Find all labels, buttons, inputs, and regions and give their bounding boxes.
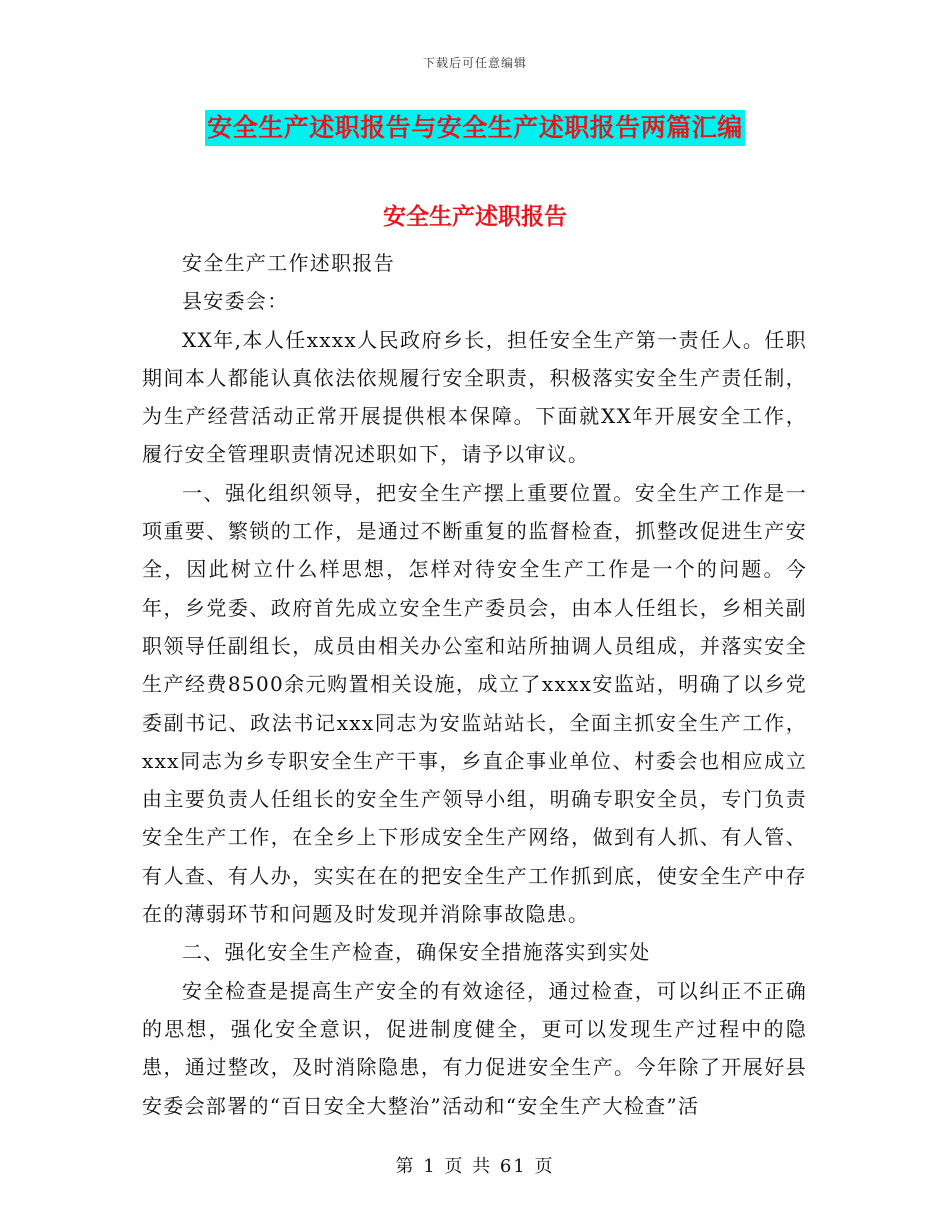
page-number-footer: 第 1 页 共 61 页 <box>395 1156 555 1177</box>
paragraph-intro: XX年,本人任xxxx人民政府乡长，担任安全生产第一责任人。任职期间本人都能认真依法依规履行安全职责，积极落实安全生产责任制，为生产经营活动正常开展提供根本保障。下面就XX年开展安全工作，履行安全管理职责情况述职如下，请予以审议。 <box>142 327 807 467</box>
paragraph-section-two-heading: 二、强化安全生产检查，确保安全措施落实到实处 <box>182 940 651 965</box>
section-title: 安全生产述职报告 <box>383 203 567 230</box>
paragraph-section-two-body: 安全检查是提高生产安全的有效途径，通过检查，可以纠正不正确的思想，强化安全意识，促进制度健全，更可以发现生产过程中的隐患，通过整改，及时消除隐患，有力促进安全生产。今年除了开展好县安委会部署的“百日安全大整治”活动和“安全生产大检查”活 <box>142 978 807 1118</box>
page-header: 下载后可任意编辑 <box>422 56 527 70</box>
paragraph-section-one: 一、强化组织领导，把安全生产摆上重要位置。安全生产工作是一项重要、繁锁的工作，是通过不断重复的监督检查，抓整改促进生产安全，因此树立什么样思想，怎样对待安全生产工作是一个的问题。今年，乡党委、政府首先成立安全生产委员会，由本人任组长，乡相关副职领导任副组长，成员由相关办公室和站所抽调人员组成，并落实安全生产经费8500余元购置相关设施，成立了xxxx安监站，明确了以乡党委副书记、政法书记xxx同志为安监站站长，全面主抓安全生产工作，xxx同志为乡专职安全生产干事，乡直企事业单位、村委会也相应成立由主要负责人任组长的安全生产领导小组，明确专职安全员，专门负责安全生产工作，在全乡上下形成安全生产网络，做到有人抓、有人管、有人查、有人办，实实在在的把安全生产工作抓到底，使安全生产中存在的薄弱环节和问题及时发现并消除事故隐患。 <box>142 480 807 927</box>
paragraph-salutation: 县安委会： <box>182 289 289 314</box>
paragraph-report-heading: 安全生产工作述职报告 <box>182 251 395 275</box>
main-title-container <box>0 110 950 146</box>
document-body <box>142 244 807 1125</box>
main-title: 安全生产述职报告与安全生产述职报告两篇汇编 <box>205 110 745 146</box>
